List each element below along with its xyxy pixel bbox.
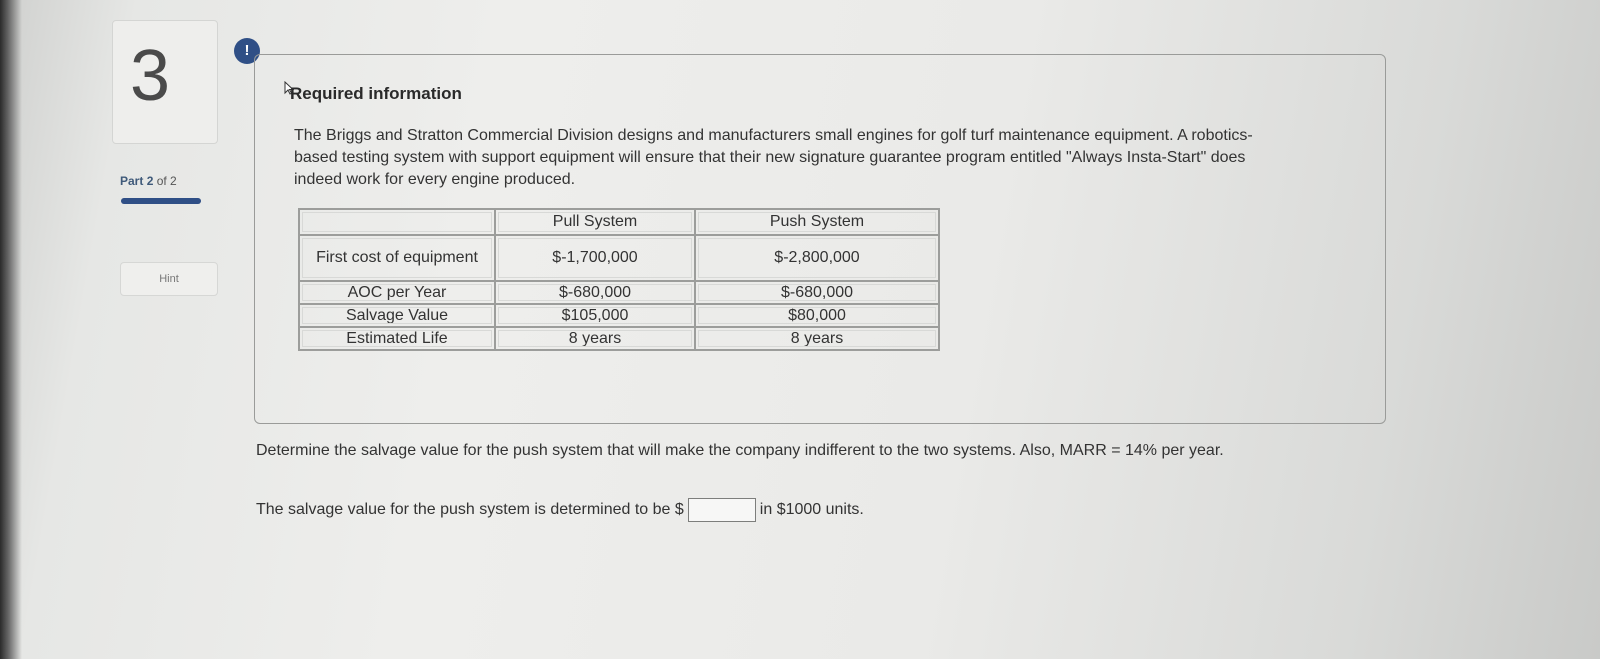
table-row — [299, 327, 939, 350]
required-information-text: The Briggs and Stratton Commercial Division designs and manufacturers small engines for golf turf maintenance equipment. A robotics-based testing system with support equipment will ensure that their new signature guarantee program entitled "Always Insta-Start" does indeed work for every engine produced. — [294, 127, 1253, 188]
answer-prefix: The salvage value for the push system is determined to be $ — [256, 501, 684, 519]
part-progress-fill — [121, 198, 201, 204]
hint-button[interactable]: Hint — [120, 262, 218, 296]
table-cell: $105,000 — [495, 304, 695, 327]
question-number: 3 — [130, 36, 171, 116]
salvage-value-input[interactable] — [688, 498, 756, 522]
table-row-label: First cost of equipment — [299, 235, 495, 281]
answer-line — [256, 498, 864, 522]
table-cell: $-1,700,000 — [495, 235, 695, 281]
part-indicator — [120, 174, 177, 188]
table-header-cell — [299, 209, 495, 235]
table-row-label: Salvage Value — [299, 304, 495, 327]
table-cell: $-680,000 — [695, 281, 939, 304]
table-row — [299, 304, 939, 327]
table-cell: $80,000 — [695, 304, 939, 327]
table-cell: 8 years — [495, 327, 695, 350]
part-total: of 2 — [156, 174, 177, 188]
part-progress-bar — [121, 198, 201, 204]
table-header-cell: Pull System — [495, 209, 695, 235]
alert-icon: ! — [234, 38, 260, 64]
screen-edge-shadow — [0, 0, 22, 659]
systems-comparison-table — [298, 208, 940, 351]
table-header-row — [299, 209, 939, 235]
table-row-label: AOC per Year — [299, 281, 495, 304]
table-cell: 8 years — [695, 327, 939, 350]
table-row — [299, 281, 939, 304]
table-row — [299, 235, 939, 281]
answer-suffix: in $1000 units. — [759, 501, 864, 519]
part-label: Part — [120, 174, 144, 188]
table-row-label: Estimated Life — [299, 327, 495, 350]
table-cell: $-2,800,000 — [695, 235, 939, 281]
table-header-cell: Push System — [695, 209, 939, 235]
table-cell: $-680,000 — [495, 281, 695, 304]
part-current: 2 — [146, 174, 154, 188]
question-text: Determine the salvage value for the push system that will make the company indifferent to the two systems. Also, MARR = 14% per year. — [256, 442, 1224, 459]
required-information-title: Required information — [290, 84, 462, 103]
